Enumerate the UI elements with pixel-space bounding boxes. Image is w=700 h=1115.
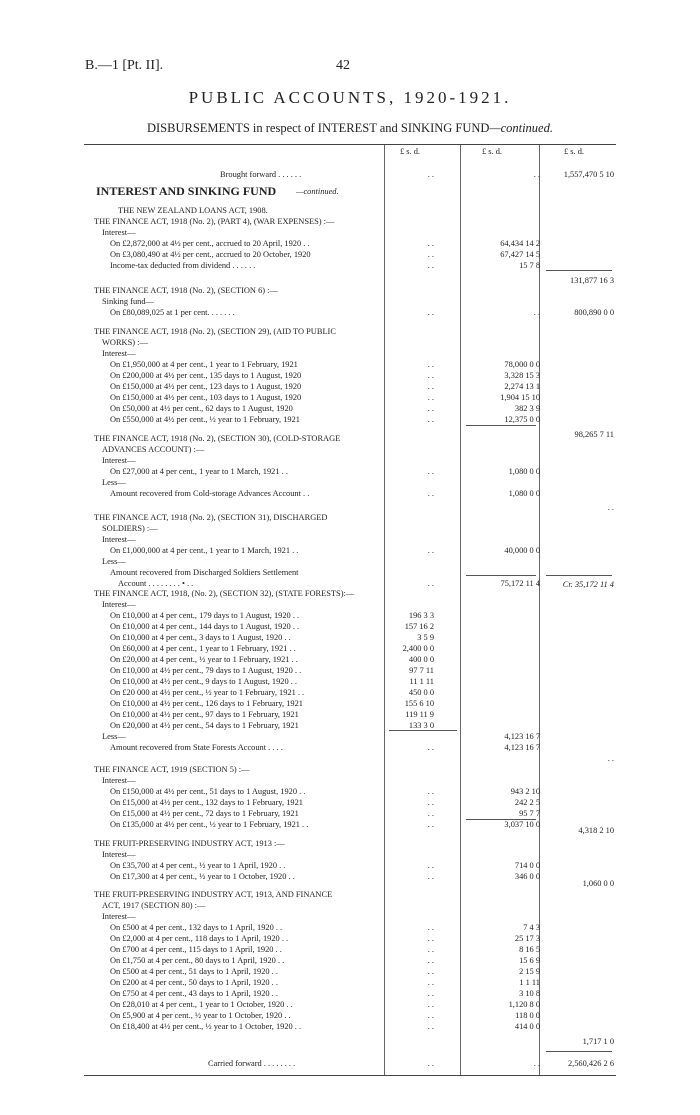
amount-c1: 97 7 11	[409, 666, 434, 675]
amount-c3: . .	[607, 503, 614, 512]
row-description: Amount recovered from State Forests Account . . . .	[110, 743, 283, 752]
row-description: On £15,000 at 4½ per cent., 132 days to 1 February, 1921	[110, 798, 303, 807]
amount-c2: 15 7 8	[519, 261, 540, 270]
row-description: THE FRUIT-PRESERVING INDUSTRY ACT, 1913, AND FINANCE	[94, 890, 333, 899]
amount-c2: 75,172 11 4	[500, 579, 540, 588]
amount-c2: . .	[533, 308, 540, 317]
amount-c2: . .	[533, 170, 540, 179]
table-row	[84, 849, 616, 860]
amount-c2: 67,427 14 5	[500, 250, 540, 259]
amount-c1: . .	[427, 967, 434, 976]
amount-c2: 3 10 8	[519, 989, 540, 998]
amount-c1: . .	[427, 239, 434, 248]
row-description: THE FINANCE ACT, 1919 (SECTION 5) :—	[94, 765, 250, 774]
table-row	[84, 610, 616, 621]
subtitle-continued: —continued.	[489, 121, 553, 135]
table-row	[84, 775, 616, 786]
amount-c1: 157 16 2	[404, 622, 434, 631]
column-header-1: £ s. d.	[400, 147, 421, 156]
amount-c1: . .	[427, 923, 434, 932]
table-row	[84, 797, 616, 808]
row-description: On £28,010 at 4 per cent., 1 year to 1 October, 1920 . .	[110, 1000, 293, 1009]
subtotal-rule	[546, 1051, 612, 1052]
table-row	[84, 588, 616, 599]
table-row	[84, 860, 616, 871]
row-description: Less—	[102, 478, 126, 487]
subtotal-rule	[466, 819, 536, 820]
row-description: On £20,000 at 4½ per cent., 54 days to 1 February, 1921	[110, 721, 299, 730]
amount-c2: 8 16 5	[519, 945, 540, 954]
amount-c1: . .	[427, 820, 434, 829]
table-row	[84, 414, 616, 425]
amount-c1: . .	[427, 546, 434, 555]
row-description: THE FINANCE ACT, 1918 (No. 2), (SECTION 6) :—	[94, 286, 278, 295]
row-description: THE FINANCE ACT, 1918 (No. 2), (SECTION 29), (AID TO PUBLIC	[94, 327, 336, 336]
row-description: On £10,000 at 4 per cent., 144 days to 1 August, 1920 . .	[110, 622, 300, 631]
amount-c1: . .	[427, 934, 434, 943]
amount-c2: 1,120 8 0	[508, 1000, 540, 1009]
amount-c1: . .	[427, 371, 434, 380]
amount-c2: 1,080 0 0	[508, 489, 540, 498]
row-description: On £200,000 at 4½ per cent., 135 days to 1 August, 1920	[110, 371, 302, 380]
table-row	[84, 512, 616, 523]
amount-c1: . .	[427, 382, 434, 391]
row-description: Interest—	[102, 456, 136, 465]
amount-c1: . .	[427, 787, 434, 796]
page-reference: B.—1 [Pt. II].	[85, 58, 164, 73]
amount-c1: . .	[427, 415, 434, 424]
amount-c2: 714 0 0	[514, 861, 540, 870]
row-description: Income-tax deducted from dividend . . . . . .	[110, 261, 256, 270]
table-row	[84, 249, 616, 260]
heading-continued: —continued.	[296, 187, 339, 196]
subtotal-rule	[466, 575, 536, 576]
table-row	[84, 307, 616, 318]
row-description: Interest—	[102, 850, 136, 859]
table-row	[84, 742, 616, 753]
table-row	[84, 216, 616, 227]
table-row	[84, 654, 616, 665]
amount-c1: . .	[427, 861, 434, 870]
table-row	[84, 764, 616, 775]
row-description: On £35,700 at 4 per cent., ½ year to 1 April, 1920 . .	[110, 861, 286, 870]
row-description: THE FINANCE ACT, 1918 (No. 2), (SECTION 31), DISCHARGED	[94, 513, 328, 522]
table-row	[84, 687, 616, 698]
table-row	[84, 477, 616, 488]
row-description: ACT, 1917 (SECTION 80) :—	[102, 901, 206, 910]
row-description: On £700 at 4 per cent., 115 days to 1 April, 1920 . .	[110, 945, 282, 954]
amount-c3: 1,060 0 0	[582, 879, 614, 888]
table-row	[84, 720, 616, 731]
amount-c1: . .	[427, 956, 434, 965]
subtotal-rule	[389, 730, 457, 731]
amount-c2: 3,328 15 3	[504, 371, 540, 380]
row-description: Interest—	[102, 776, 136, 785]
row-description: Interest—	[102, 912, 136, 921]
table-row	[84, 665, 616, 676]
amount-c2: 12,375 0 0	[504, 415, 540, 424]
row-description: On £750 at 4 per cent., 43 days to 1 April, 1920 . .	[110, 989, 278, 998]
amount-c1: 155 6 10	[404, 699, 434, 708]
amount-c1: . .	[427, 809, 434, 818]
row-description: Amount recovered from Discharged Soldiers Settlement	[110, 568, 299, 577]
table-row	[84, 808, 616, 819]
row-description: Interest—	[102, 228, 136, 237]
row-description: Interest—	[102, 349, 136, 358]
table-row	[84, 227, 616, 238]
column-header-2: £ s. d.	[482, 147, 503, 156]
row-description: THE FINANCE ACT, 1918 (No. 2), (SECTION 30), (COLD-STORAGE	[94, 434, 341, 443]
row-description: On £10,000 at 4½ per cent., 79 days to 1 August, 1920 . .	[110, 666, 302, 675]
amount-c2: 40,000 0 0	[504, 546, 540, 555]
table-row	[84, 186, 616, 197]
table-row	[84, 1036, 616, 1047]
row-description: On £5,900 at 4 per cent., ½ year to 1 October, 1920 . .	[110, 1011, 291, 1020]
table-row	[84, 698, 616, 709]
row-description: Interest—	[102, 600, 136, 609]
table-row	[84, 260, 616, 271]
disbursements-table	[84, 144, 616, 1076]
table-row	[84, 534, 616, 545]
table-row	[84, 753, 616, 764]
row-description: On £50,000 at 4½ per cent., 62 days to 1 August, 1920	[110, 404, 293, 413]
amount-c1: . .	[427, 743, 434, 752]
row-description: On £10,000 at 4 per cent., 3 days to 1 August, 1920 . .	[110, 633, 291, 642]
row-description: THE FINANCE ACT, 1918, (No. 2), (SECTION 32), (STATE FORESTS):—	[94, 589, 355, 598]
table-row	[84, 433, 616, 444]
amount-c1: . .	[427, 261, 434, 270]
amount-c1: . .	[427, 872, 434, 881]
row-description: On £27,000 at 4 per cent., 1 year to 1 March, 1921 . .	[110, 467, 288, 476]
table-row	[84, 285, 616, 296]
amount-c2: 118 0 0	[515, 1011, 540, 1020]
table-row	[84, 955, 616, 966]
table-row	[84, 709, 616, 720]
table-row	[84, 359, 616, 370]
row-description: On £20 000 at 4½ per cent., ½ year to 1 February, 1921 . .	[110, 688, 305, 697]
amount-c1: . .	[427, 1000, 434, 1009]
row-description: On £15,000 at 4½ per cent., 72 days to 1 February, 1921	[110, 809, 299, 818]
table-row	[84, 337, 616, 348]
amount-c1: . .	[427, 360, 434, 369]
table-row	[84, 731, 616, 742]
table-row	[84, 296, 616, 307]
row-description: THE FINANCE ACT, 1918 (No. 2), (PART 4), (WAR EXPENSES) :—	[94, 217, 335, 226]
amount-c3: 98,265 7 11	[574, 430, 614, 439]
amount-c1: . .	[427, 1011, 434, 1020]
amount-c1: 133 3 0	[408, 721, 434, 730]
amount-c1: 2,400 0 0	[402, 644, 434, 653]
row-description: Less—	[102, 732, 126, 741]
row-description: On £1,950,000 at 4 per cent., 1 year to 1 February, 1921	[110, 360, 298, 369]
row-description: On £10,000 at 4½ per cent., 9 days to 1 August, 1920 . .	[110, 677, 298, 686]
amount-c1: . .	[427, 1022, 434, 1031]
amount-c2: 1 1 11	[519, 978, 540, 987]
table-row	[84, 632, 616, 643]
amount-c2: 25 17 3	[514, 934, 540, 943]
row-description: On £1,000,000 at 4 per cent., 1 year to 1 March, 1921 . .	[110, 546, 299, 555]
row-description: Amount recovered from Cold-storage Advances Account . .	[110, 489, 310, 498]
amount-c2: 15 6 9	[519, 956, 540, 965]
row-description: THE NEW ZEALAND LOANS ACT, 1908.	[118, 206, 268, 215]
table-row	[84, 545, 616, 556]
amount-c2: 382 3 9	[514, 404, 540, 413]
amount-c1: . .	[427, 308, 434, 317]
amount-c1: . .	[427, 467, 434, 476]
row-description: Brought forward . . . . . .	[220, 170, 302, 179]
row-description: On £2,872,000 at 4½ per cent., accrued to 20 April, 1920 . .	[110, 239, 310, 248]
amount-c3: 800,890 0 0	[574, 308, 614, 317]
row-description: On £80,089,025 at 1 per cent. . . . . . .	[110, 308, 235, 317]
amount-c2: 64,434 14 2	[500, 239, 540, 248]
amount-c2: 7 4 3	[523, 923, 540, 932]
amount-c2: 78,000 0 0	[504, 360, 540, 369]
row-description: SOLDIERS) :—	[102, 524, 158, 533]
row-description: On £10,000 at 4 per cent., 179 days to 1 August, 1920 . .	[110, 611, 300, 620]
amount-c2: . .	[533, 1059, 540, 1068]
table-row	[84, 392, 616, 403]
amount-c2: 3,037 10 0	[504, 820, 540, 829]
amount-c1: . .	[427, 393, 434, 402]
subtotal-rule	[546, 270, 612, 271]
table-row	[84, 878, 616, 889]
amount-c2: 95 7 7	[519, 809, 540, 818]
row-description: On £150,000 at 4½ per cent., 51 days to 1 August, 1920 . .	[110, 787, 306, 796]
row-description: On £3,080,490 at 4½ per cent., accrued to 20 October, 1920	[110, 250, 311, 259]
row-description: On £10,000 at 4½ per cent., 126 days to 1 February, 1921	[110, 699, 303, 708]
amount-c3: 131,877 16 3	[570, 276, 614, 285]
table-row	[84, 403, 616, 414]
table-row	[84, 556, 616, 567]
amount-c1: 11 1 11	[409, 677, 434, 686]
table-row	[84, 944, 616, 955]
table-row	[84, 838, 616, 849]
table-row	[84, 444, 616, 455]
row-description: On £500 at 4 per cent., 51 days to 1 April, 1920 . .	[110, 967, 278, 976]
table-row	[84, 1058, 616, 1069]
table-row	[84, 599, 616, 610]
amount-c1: 400 0 0	[408, 655, 434, 664]
row-description: On £150,000 at 4½ per cent., 123 days to 1 August, 1920	[110, 382, 302, 391]
table-row	[84, 205, 616, 216]
subtotal-rule	[546, 575, 612, 576]
table-row	[84, 455, 616, 466]
table-row	[84, 1010, 616, 1021]
amount-c1: . .	[427, 1059, 434, 1068]
row-description: On £1,750 at 4 per cent., 80 days to 1 April, 1920 . .	[110, 956, 285, 965]
page-subtitle	[0, 121, 700, 136]
row-description: Carried forward . . . . . . . .	[208, 1059, 296, 1068]
row-description: Sinking fund—	[102, 297, 154, 306]
amount-c1: . .	[427, 945, 434, 954]
amount-c1: . .	[427, 989, 434, 998]
row-description: On £135,000 at 4½ per cent., ½ year to 1 February, 1921 . .	[110, 820, 309, 829]
row-description: THE FRUIT-PRESERVING INDUSTRY ACT, 1913 :—	[94, 839, 285, 848]
table-row	[84, 900, 616, 911]
row-description: Interest—	[102, 535, 136, 544]
amount-c2: 1,904 15 10	[500, 393, 540, 402]
page-number: 42	[336, 58, 350, 73]
column-header-3: £ s. d.	[564, 147, 585, 156]
row-description: On £500 at 4 per cent., 132 days to 1 April, 1920 . .	[110, 923, 283, 932]
table-row	[84, 621, 616, 632]
table-row	[84, 933, 616, 944]
section-heading: INTEREST AND SINKING FUND	[96, 184, 277, 198]
table-row	[84, 922, 616, 933]
table-row	[84, 488, 616, 499]
amount-c1: 119 11 9	[405, 710, 434, 719]
page-title: PUBLIC ACCOUNTS, 1920-1921.	[188, 88, 512, 107]
row-description: On £150,000 at 4½ per cent., 103 days to 1 August, 1920	[110, 393, 302, 402]
table-row	[84, 825, 616, 836]
amount-c3: 1,717 1 0	[582, 1037, 614, 1046]
row-description: ADVANCES ACCOUNT) :—	[102, 445, 205, 454]
table-row	[84, 169, 616, 180]
row-description: On £200 at 4 per cent., 50 days to 1 April, 1920 . .	[110, 978, 278, 987]
amount-c2: 414 0 0	[514, 1022, 540, 1031]
amount-c1: 450 0 0	[408, 688, 434, 697]
row-description: On £550,000 at 4½ per cent., ½ year to 1 February, 1921	[110, 415, 300, 424]
amount-c2: 1,080 0 0	[508, 467, 540, 476]
table-row	[84, 889, 616, 900]
table-row	[84, 786, 616, 797]
amount-c2: 4,123 16 7	[504, 732, 540, 741]
subtotal-rule	[466, 425, 536, 426]
table-row	[84, 1021, 616, 1032]
amount-c2: 943 2 10	[510, 787, 540, 796]
table-row	[84, 643, 616, 654]
amount-c1: . .	[427, 579, 434, 588]
row-description: Less—	[102, 557, 126, 566]
amount-c2: 242 2 5	[514, 798, 540, 807]
table-row	[84, 348, 616, 359]
table-row	[84, 977, 616, 988]
table-row	[84, 326, 616, 337]
table-row	[84, 988, 616, 999]
amount-c3: . .	[607, 754, 614, 763]
row-description: WORKS) :—	[102, 338, 148, 347]
amount-c3: 2,560,426 2 6	[567, 1059, 614, 1068]
table-row	[84, 567, 616, 578]
amount-c1: 3 5 9	[417, 633, 434, 642]
row-description: On £60,000 at 4 per cent., 1 year to 1 February, 1921 . .	[110, 644, 296, 653]
amount-c2: 2 15 9	[519, 967, 540, 976]
amount-c1: . .	[427, 489, 434, 498]
amount-c1: . .	[427, 170, 434, 179]
subtitle-text: DISBURSEMENTS in respect of INTEREST and SINKING FUND	[146, 121, 490, 135]
row-description: On £18,400 at 4½ per cent., ½ year to 1 October, 1920 . .	[110, 1022, 302, 1031]
table-row	[84, 911, 616, 922]
table-row	[84, 370, 616, 381]
row-description: On £17,300 at 4 per cent., ½ year to 1 October, 1920 . .	[110, 872, 295, 881]
amount-c1: . .	[427, 978, 434, 987]
table-row	[84, 966, 616, 977]
row-description: On £10,000 at 4½ per cent., 97 days to 1 February, 1921	[110, 710, 299, 719]
amount-c3: Cr. 35,172 11 4	[562, 580, 614, 589]
amount-c2: 346 0 0	[514, 872, 540, 881]
amount-c2: 4,123 16 7	[504, 743, 540, 752]
table-row	[84, 381, 616, 392]
amount-c3: 4,318 2 10	[578, 826, 614, 835]
table-row	[84, 238, 616, 249]
amount-c1: . .	[427, 798, 434, 807]
amount-c1: . .	[427, 250, 434, 259]
table-row	[84, 466, 616, 477]
amount-c1: . .	[427, 404, 434, 413]
amount-c2: 2,274 13 1	[504, 382, 540, 391]
table-row	[84, 999, 616, 1010]
table-row	[84, 676, 616, 687]
row-description: On £2,000 at 4 per cent., 118 days to 1 April, 1920 . .	[110, 934, 289, 943]
amount-c1: 196 3 3	[408, 611, 434, 620]
amount-c3: 1,557,470 5 10	[563, 170, 614, 179]
row-description: On £20,000 at 4 per cent., ½ year to 1 February, 1921 . .	[110, 655, 298, 664]
row-description: Account . . . . . . . . • . .	[118, 579, 194, 588]
table-row	[84, 523, 616, 534]
